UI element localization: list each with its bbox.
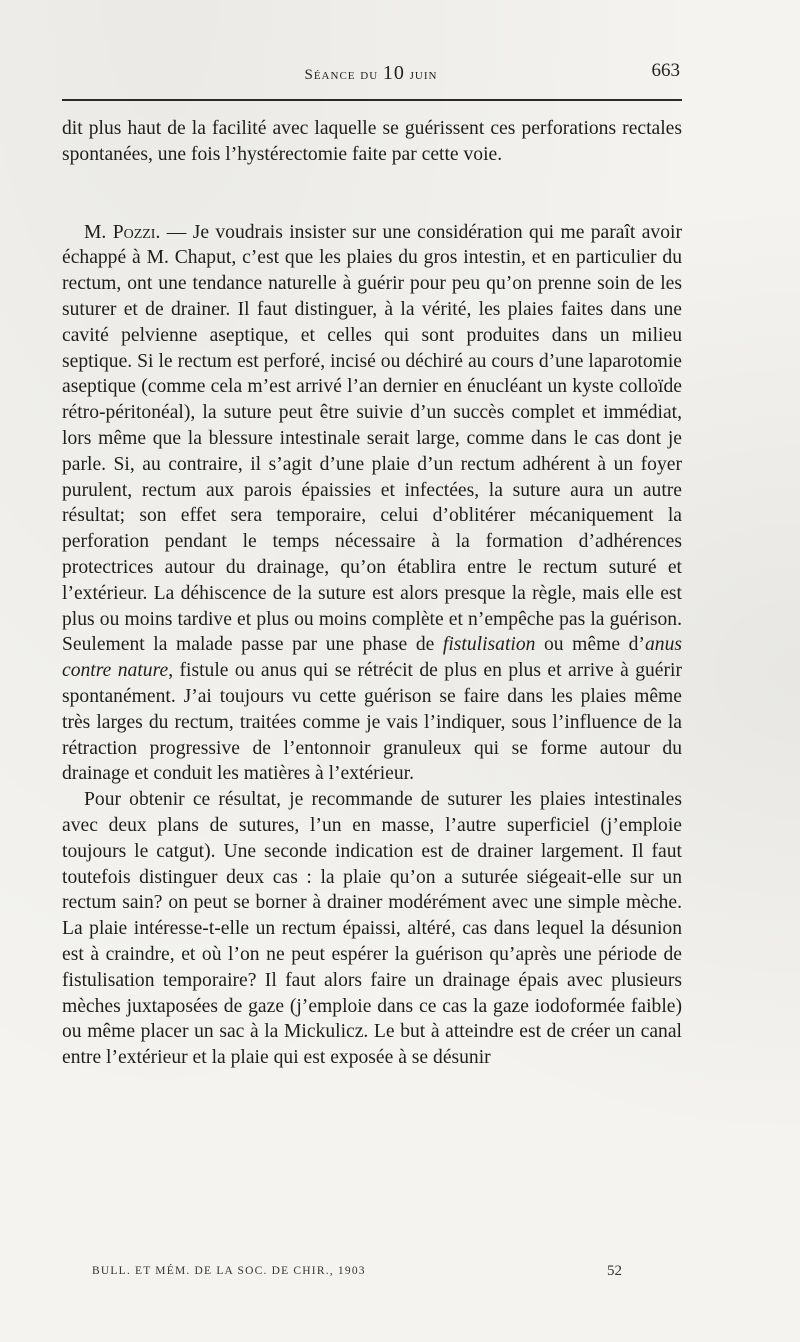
running-title-part1: Séance du	[304, 67, 383, 83]
paragraph-pozzi-text-2: ou même d’	[535, 634, 645, 656]
speaker-name: Pozzi	[112, 221, 156, 243]
paragraph-continuation: dit plus haut de la facilité avec laquelle se guérissent ces perforations rectales spontanées, une fois l’hystérectomie faite par cette voie.	[62, 118, 682, 165]
header-rule	[62, 99, 682, 101]
running-head	[62, 60, 680, 88]
paragraph-pozzi-text-3: , fistule ou anus qui se rétrécit de plus en plus et arrive à guérir spontanément. J’ai toujours vu cette guérison se faire dans les plaies même très larges du rectum, traitées comme je vais l’indiquer, sous l’influence de la rétraction progressive de l’entonnoir granuleux qui se forme autour du drainage et conduit les matières à l’extérieur.	[62, 660, 682, 785]
running-title-day: 10	[382, 62, 405, 84]
signature-mark: 52	[607, 1263, 622, 1279]
body-text	[62, 116, 682, 1071]
page-number: 663	[651, 60, 680, 81]
italic-fistulisation: fistulisation	[442, 634, 536, 656]
running-title-part2: juin	[404, 67, 438, 83]
paragraph-pozzi	[62, 220, 682, 788]
paragraph-pozzi-text-1: . — Je voudrais insister sur une considération qui me paraît avoir échappé à M. Chaput, c’est que les plaies du gros intestin, et en particulier du rectum, ont une tendance naturelle à guérir pour peu qu’on prenne soin de les suturer et de drainer. Il faut distinguer, à la vérité, les plaies faites dans une cavité pelvienne aseptique, et celles qui sont produites dans un milieu septique. Si le rectum est perforé, incisé ou déchiré au cours d’une laparotomie aseptique (comme cela m’est arrivé l’an dernier en énucléant un kyste colloïde rétro-péritonéal), la suture peut être suivie d’un succès complet et immédiat, lors même que la blessure intestinale serait large, comme dans le cas dont je parle. Si, au contraire, il s’agit d’une plaie d’un rectum adhérent à un foyer purulent, rectum aux parois épaissies et infectées, la suture aura un autre résultat; son effet sera temporaire, celui d’oblitérer mécaniquement la perforation pendant le temps nécessaire à la formation d’adhérences protectrices autour du drainage, qu’on établira entre le rectum suturé et l’extérieur. La déhiscence de la suture est alors presque la règle, mais elle est plus ou moins tardive et plus ou moins complète et n’empêche pas la guérison. Seulement la malade passe par une phase de	[62, 221, 682, 656]
journal-reference: BULL. ET MÉM. DE LA SOC. DE CHIR., 1903	[92, 1265, 366, 1277]
paragraph-technique: Pour obtenir ce résultat, je recommande de suturer les plaies intestinales avec deux plans de sutures, l’un en masse, l’autre superficiel (j’emploie toujours le catgut). Une seconde indication est de drainer largement. Il faut toutefois distinguer deux cas : la plaie qu’on a suturée siégeait-elle sur un rectum sain? on peut se borner à drainer modérément avec une simple mèche. La plaie intéresse-t-elle un rectum épaissi, altéré, cas dans lequel la désunion est à craindre, et où l’on ne peut espérer la guérison qu’après une période de fistulisation temporaire? Il faut alors faire un drainage épais avec plusieurs mèches juxtaposées de gaze (j’emploie dans ce cas la gaze iodoformée faible) ou même placer un sac à la Mickulicz. Le but à atteindre est de créer un canal entre l’extérieur et la plaie qui est exposée à se désunir	[62, 789, 682, 1069]
running-title	[62, 62, 680, 85]
speaker-prefix: M.	[84, 221, 113, 243]
italic-anus-contre-nature: anus contre nature	[62, 634, 682, 682]
page-footer	[92, 1263, 622, 1287]
